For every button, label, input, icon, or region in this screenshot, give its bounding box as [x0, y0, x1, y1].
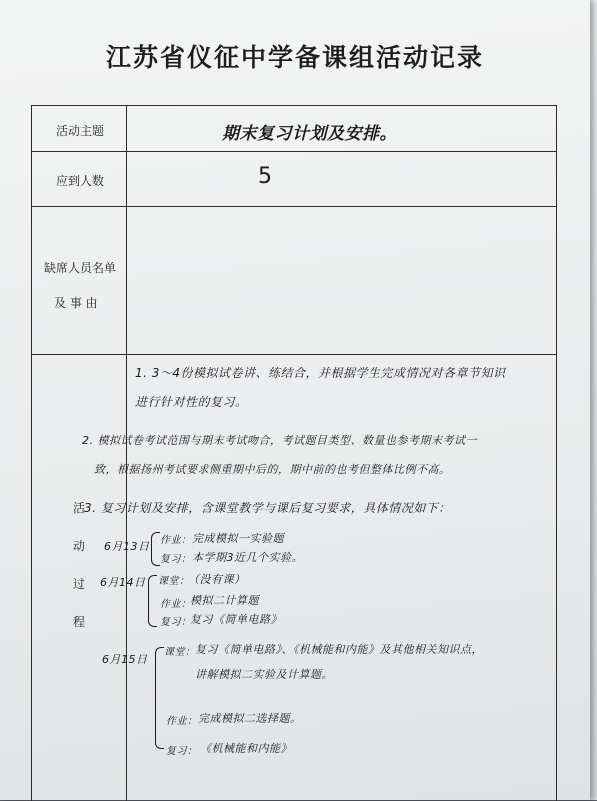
day-1-homework-label: 作业： [160, 535, 192, 546]
process-label-char: 过 [73, 577, 86, 591]
absent-label-line2: 及 事 由 [54, 296, 98, 310]
topic-value: 期末复习计划及安排。 [222, 124, 397, 144]
record-table [31, 105, 557, 801]
attendance-value: 5 [258, 164, 273, 189]
day-2-review-label: 复习： [160, 617, 192, 628]
day-3-homework-label: 作业： [166, 716, 198, 727]
row-divider [32, 206, 556, 207]
day-3-homework: 完成模拟二选择题。 [198, 712, 302, 725]
day-2-homework-label: 作业： [160, 599, 192, 610]
attendance-label: 应到人数 [56, 174, 105, 188]
topic-label: 活动主题 [56, 124, 105, 138]
day-3-bracket [155, 647, 164, 749]
day-1-homework: 完成模拟一实验题 [192, 532, 284, 545]
process-label-char: 活 [73, 501, 86, 515]
process-item-1-line-2: 进行针对性的复习。 [135, 395, 248, 409]
day-2-homework: 模拟二计算题 [190, 594, 259, 607]
day-2-class: （没有课） [188, 573, 246, 586]
process-label-char: 程 [73, 615, 86, 629]
column-divider [126, 106, 127, 801]
day-1-review: 本学期3近几个实验。 [192, 551, 303, 564]
day-3-class-line-1: 复习《简单电路》、《机械能和内能》及其他相关知识点， [195, 643, 483, 656]
process-item-2-line-2: 致，根据扬州考试要求侧重期中后的，期中前的也考但整体比例不高。 [94, 463, 451, 476]
process-item-2-line-1: 2. 模拟试卷考试范围与期末考试吻合，考试题目类型、数量也参考期末考试一 [82, 434, 477, 447]
day-2-class-label: 课堂： [158, 576, 190, 587]
page-title: 江苏省仪征中学备课组活动记录 [105, 43, 484, 72]
day-1-date: 6月13日 [104, 540, 150, 553]
day-1-review-label: 复习： [160, 554, 192, 565]
process-item-1-line-1: 1. 3～4份模拟试卷讲、练结合，并根据学生完成情况对各章节知识 [135, 366, 506, 380]
day-1-bracket [151, 532, 160, 566]
day-2-review: 复习《简单电路》 [190, 613, 282, 626]
day-3-class-label: 课堂： [164, 647, 196, 658]
absent-label-line1: 缺席人员名单 [44, 261, 117, 275]
row-divider [32, 151, 556, 152]
day-3-date: 6月15日 [102, 653, 148, 666]
day-2-date: 6月14日 [100, 576, 146, 589]
day-3-class-line-2: 讲解模拟二实验及计算题。 [195, 668, 333, 681]
process-label-char: 动 [73, 539, 86, 553]
row-divider [32, 354, 556, 355]
day-3-review: 《机械能和内能》 [200, 742, 292, 755]
process-item-3: 3. 复习计划及安排，含课堂教学与课后复习要求，具体情况如下： [84, 501, 451, 515]
day-2-bracket [148, 575, 157, 627]
day-3-review-label: 复习： [166, 746, 198, 757]
